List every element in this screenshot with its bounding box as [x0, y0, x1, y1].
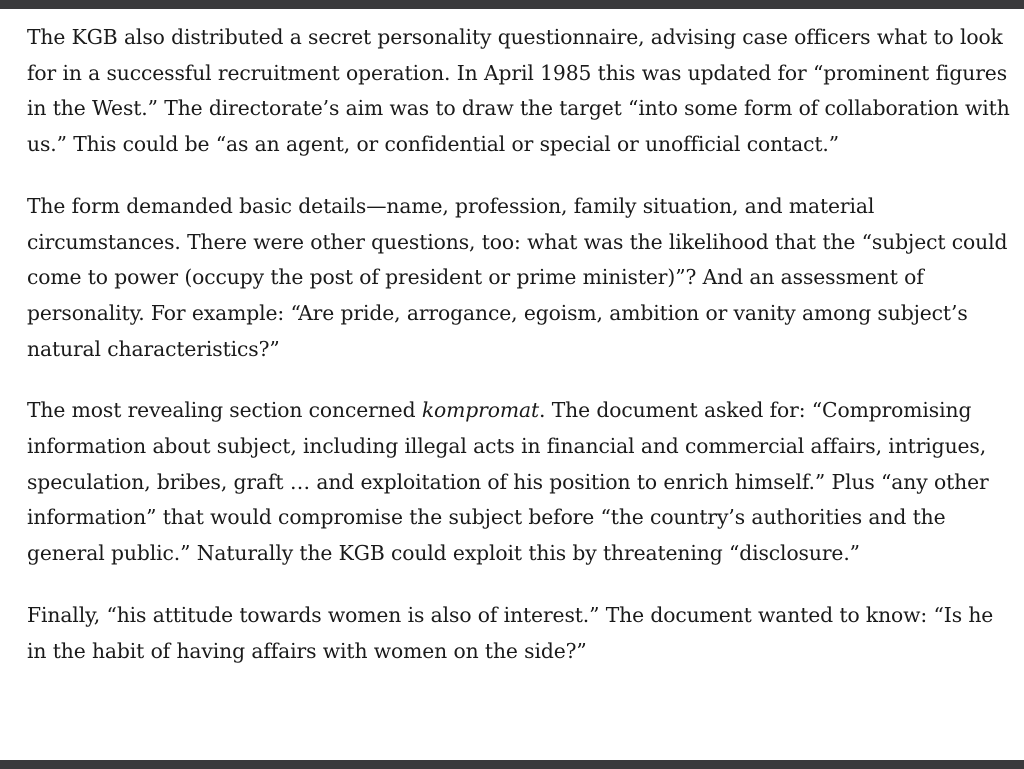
kompromat-emphasis: kompromat — [421, 398, 540, 423]
bottom-frame-bar — [0, 760, 1024, 769]
article-body — [27, 20, 1012, 695]
paragraph-1: The KGB also distributed a secret personality questionnaire, advising case officers what to look for in a successful recruitment operation. In April 1985 this was updated for “prominent figures in the West.” The directorate’s aim was to draw the target “into some form of collaboration with us.” This could be “as an agent, or confidential or special or unofficial contact.” — [27, 25, 1010, 157]
paragraph-3-before: The most revealing section concerned — [27, 398, 422, 423]
top-frame-bar — [0, 0, 1024, 9]
paragraph-4: Finally, “his attitude towards women is also of interest.” The document wanted to know: “Is he in the habit of having affairs with women on the side?” — [27, 602, 994, 663]
paragraph-2: The form demanded basic details—name, profession, family situation, and material circumstances. There were other questions, too: what was the likelihood that the “subject could come to power (occupy the post of president or prime minister)”? And an assessment of personality. For example: “Are pride, arrogance, egoism, ambition or vanity among subject’s natural characteristics?” — [27, 193, 1008, 361]
paragraph-3 — [27, 393, 1012, 572]
paragraph-3-after: . The document asked for: “Compromising information about subject, including illegal acts in financial and commercial affairs, intrigues, speculation, bribes, graft … and exploitation of his position to enrich himself.” Plus “any other information” that would compromise the subject before “the country’s authorities and the general public.” Naturally the KGB could exploit this by threatening “disclosure.” — [27, 398, 989, 566]
